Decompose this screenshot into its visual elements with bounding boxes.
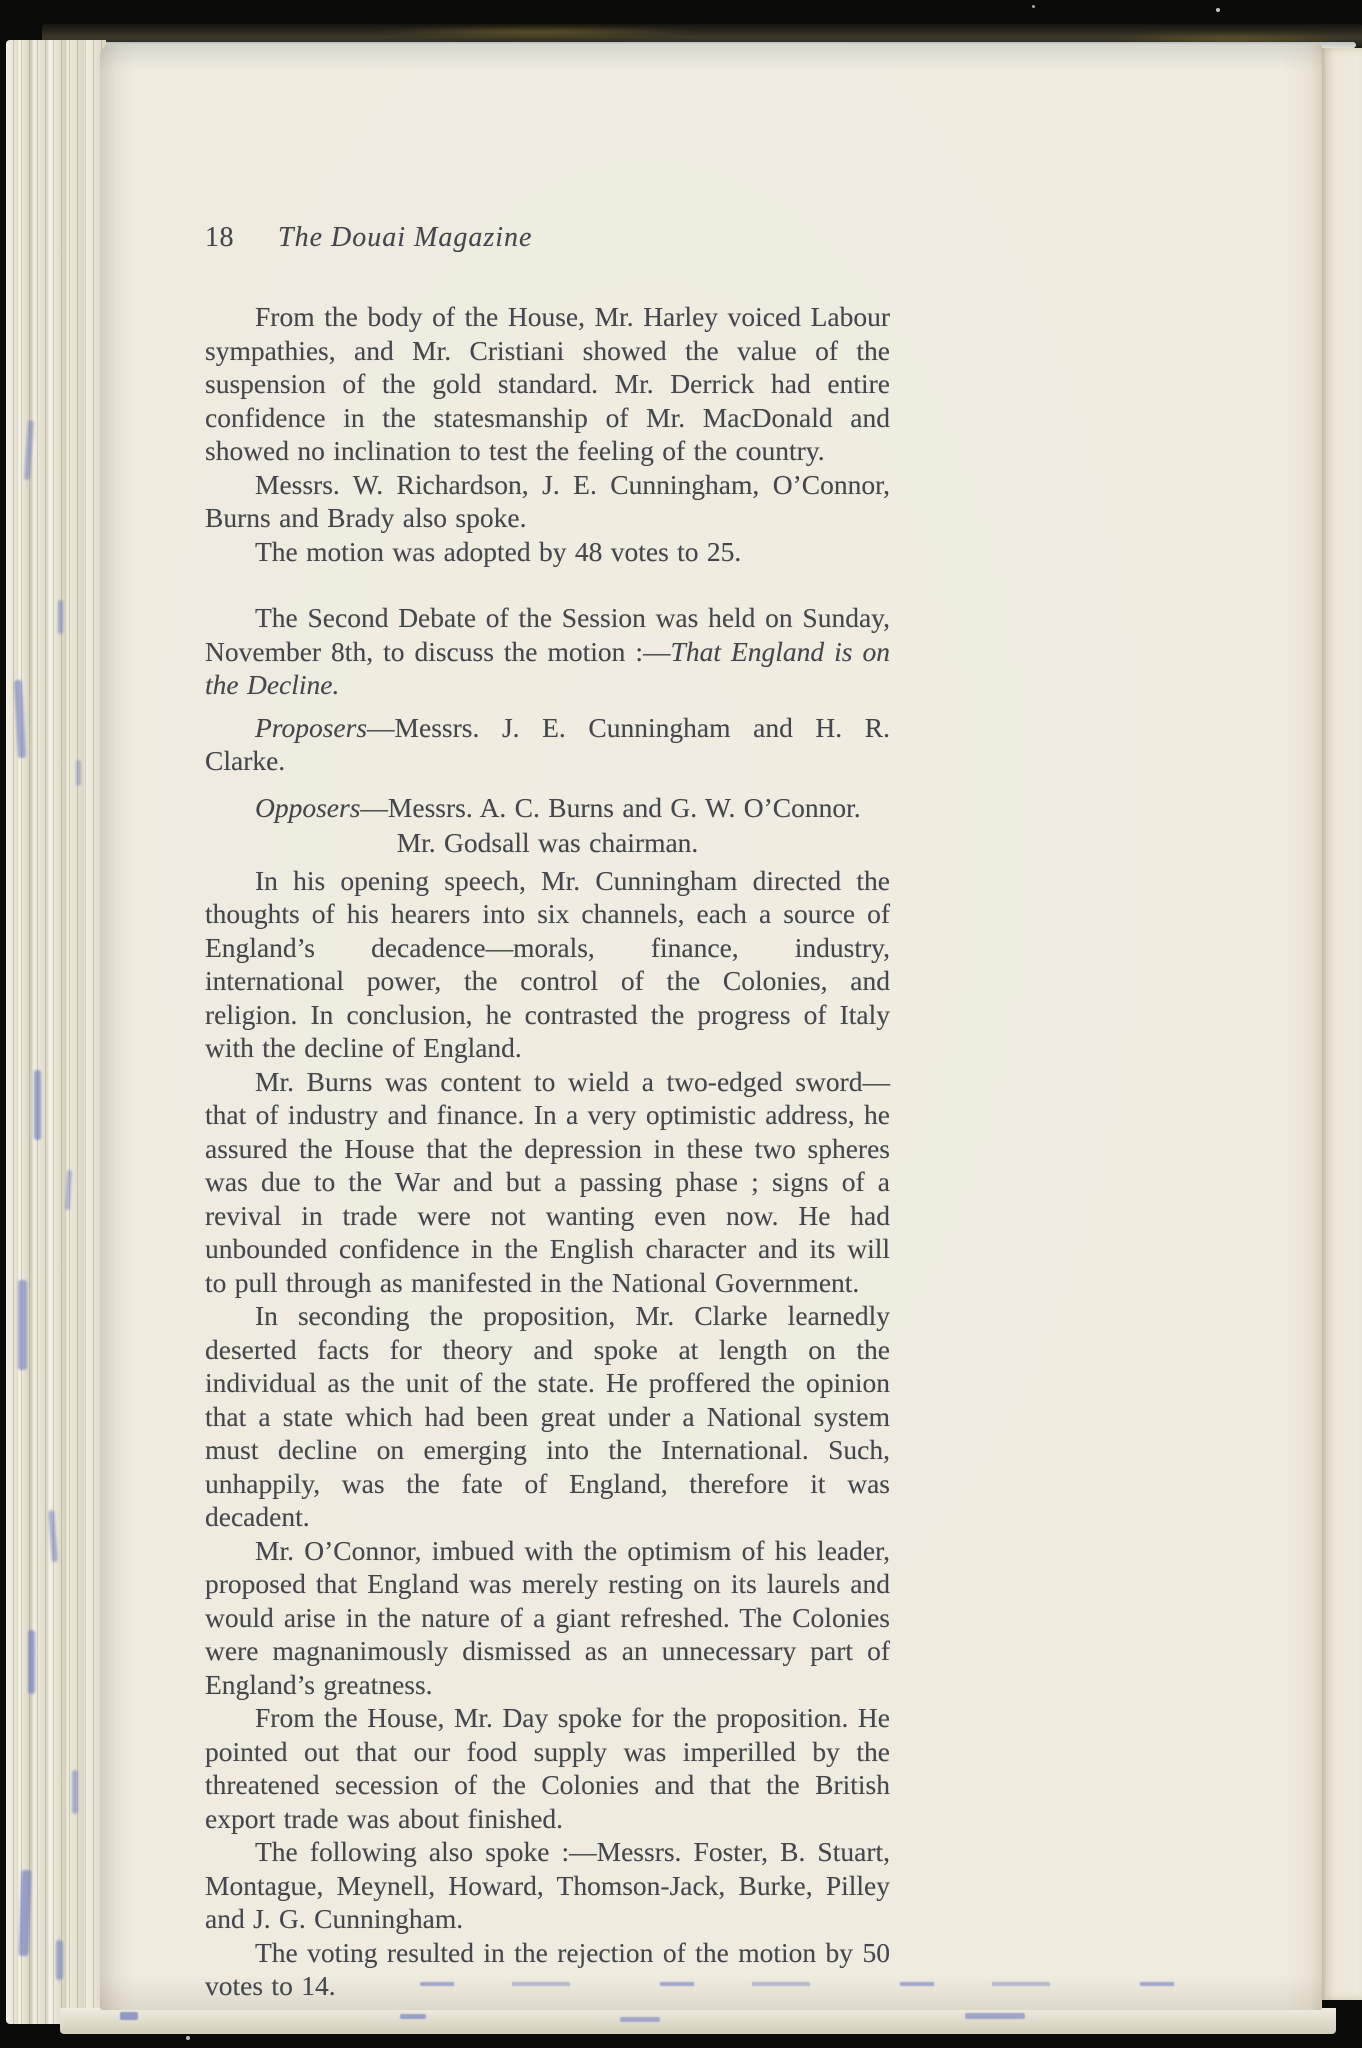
proposers-label: Proposers [255, 711, 368, 743]
paragraph-proposers [205, 711, 890, 778]
paragraph-motion-result: The motion was adopted by 48 votes to 25. [255, 535, 742, 567]
dust-speck [1216, 8, 1220, 12]
ink-stain [76, 760, 81, 786]
opposers-names: —Messrs. A. C. Burns and G. W. O’Connor. [360, 791, 861, 823]
page-header [205, 222, 890, 254]
opposers-label: Opposers [255, 791, 361, 823]
ink-stain [965, 2013, 1025, 2019]
ink-stain [14, 680, 26, 758]
ink-stain [58, 600, 63, 634]
page-text [205, 300, 890, 2003]
second-debate-motion: That England is on the Decline. [205, 635, 890, 700]
paragraph-second-debate [205, 601, 890, 702]
paragraph-clarke-speech: In seconding the proposition, Mr. Clarke learnedly deserted facts for theory and spoke at length on the individual as the unit of the state. He proffered the opinion that a state which had been great under a National system must decline on emerging into the International. Such, unhappily, was the fate of England, therefore it was decadent. [205, 1300, 890, 1532]
paragraph-oconnor-speech: Mr. O’Connor, imbued with the optimism of his leader, proposed that England was merely resting on its laurels and would arise in the nature of a giant refreshed. The Colonies were magnanimously dismissed as an unnecessary part of England’s greatness. [205, 1534, 890, 1700]
ink-stain [28, 1630, 35, 1694]
ink-stain [48, 1510, 58, 1562]
under-page-edges [60, 2008, 1336, 2034]
book-page [100, 44, 1322, 2010]
ink-stain [34, 1070, 41, 1140]
running-title: The Douai Magazine [278, 222, 533, 253]
ink-stain [400, 2014, 426, 2019]
paragraph-chairman: Mr. Godsall was chairman. [396, 827, 699, 858]
ink-stain [65, 1170, 72, 1210]
second-debate-lead: The Second Debate of the Session was held on Sunday, November 8th, to discuss the motion :— [205, 602, 890, 667]
ink-stain [19, 1870, 32, 1956]
dust-speck [1032, 5, 1035, 8]
ink-stain [24, 420, 34, 480]
ink-stain [56, 1940, 63, 1980]
ink-stain [620, 2017, 660, 2022]
ink-stain [120, 2012, 138, 2020]
ink-stain [18, 1280, 27, 1370]
paragraph-opposers [205, 791, 890, 825]
paragraph-burns-speech: Mr. Burns was content to wield a two-edged sword—that of industry and finance. In a very optimistic address, he assured the House that the depression in these two spheres was due to the War and but a passing phase ; signs of a revival in trade were not wanting even now. He had unbounded confidence in the English character and its will to pull through as manifested in the National Government. [205, 1065, 890, 1298]
dust-speck [186, 2036, 190, 2040]
paragraph-cunningham-speech: In his opening speech, Mr. Cunningham directed the thoughts of his hearers into six channels, each a source of England’s decadence—morals, finance, industry, international power, the control of the Colonies, and religion. In conclusion, he contrasted the progress of Italy with the decline of England. [205, 864, 890, 1063]
paragraph-day-speech: From the House, Mr. Day spoke for the proposition. He pointed out that our food supply was imperilled by the threatened secession of the Colonies and that the British export trade was about finished. [205, 1702, 890, 1834]
cover-fiber [372, 26, 702, 38]
adjacent-page-edge [1320, 48, 1362, 2000]
page-edge-stack [6, 40, 106, 2024]
proposers-names: —Messrs. J. E. Cunningham and H. R. Clarke. [205, 711, 890, 776]
paragraph-following-spoke: The following also spoke :—Messrs. Foster, B. Stuart, Montague, Meynell, Howard, Thomson-Jack, Burke, Pilley and J. G. Cunningham. [205, 1836, 890, 1934]
ink-stain [72, 1770, 78, 1814]
paragraph-also-spoke: Messrs. W. Richardson, J. E. Cunningham, O’Connor, Burns and Brady also spoke. [205, 468, 890, 533]
paragraph-voting-result: The voting resulted in the rejection of the motion by 50 votes to 14. [205, 1936, 890, 2001]
page-number: 18 [205, 222, 234, 253]
paragraph-house-comments: From the body of the House, Mr. Harley voiced Labour sympathies, and Mr. Cristiani showed the value of the suspension of the gold standard. Mr. Derrick had entire confidence in the statesmanship of Mr. MacDonald and showed no inclination to test the feeling of the country. [205, 301, 890, 466]
